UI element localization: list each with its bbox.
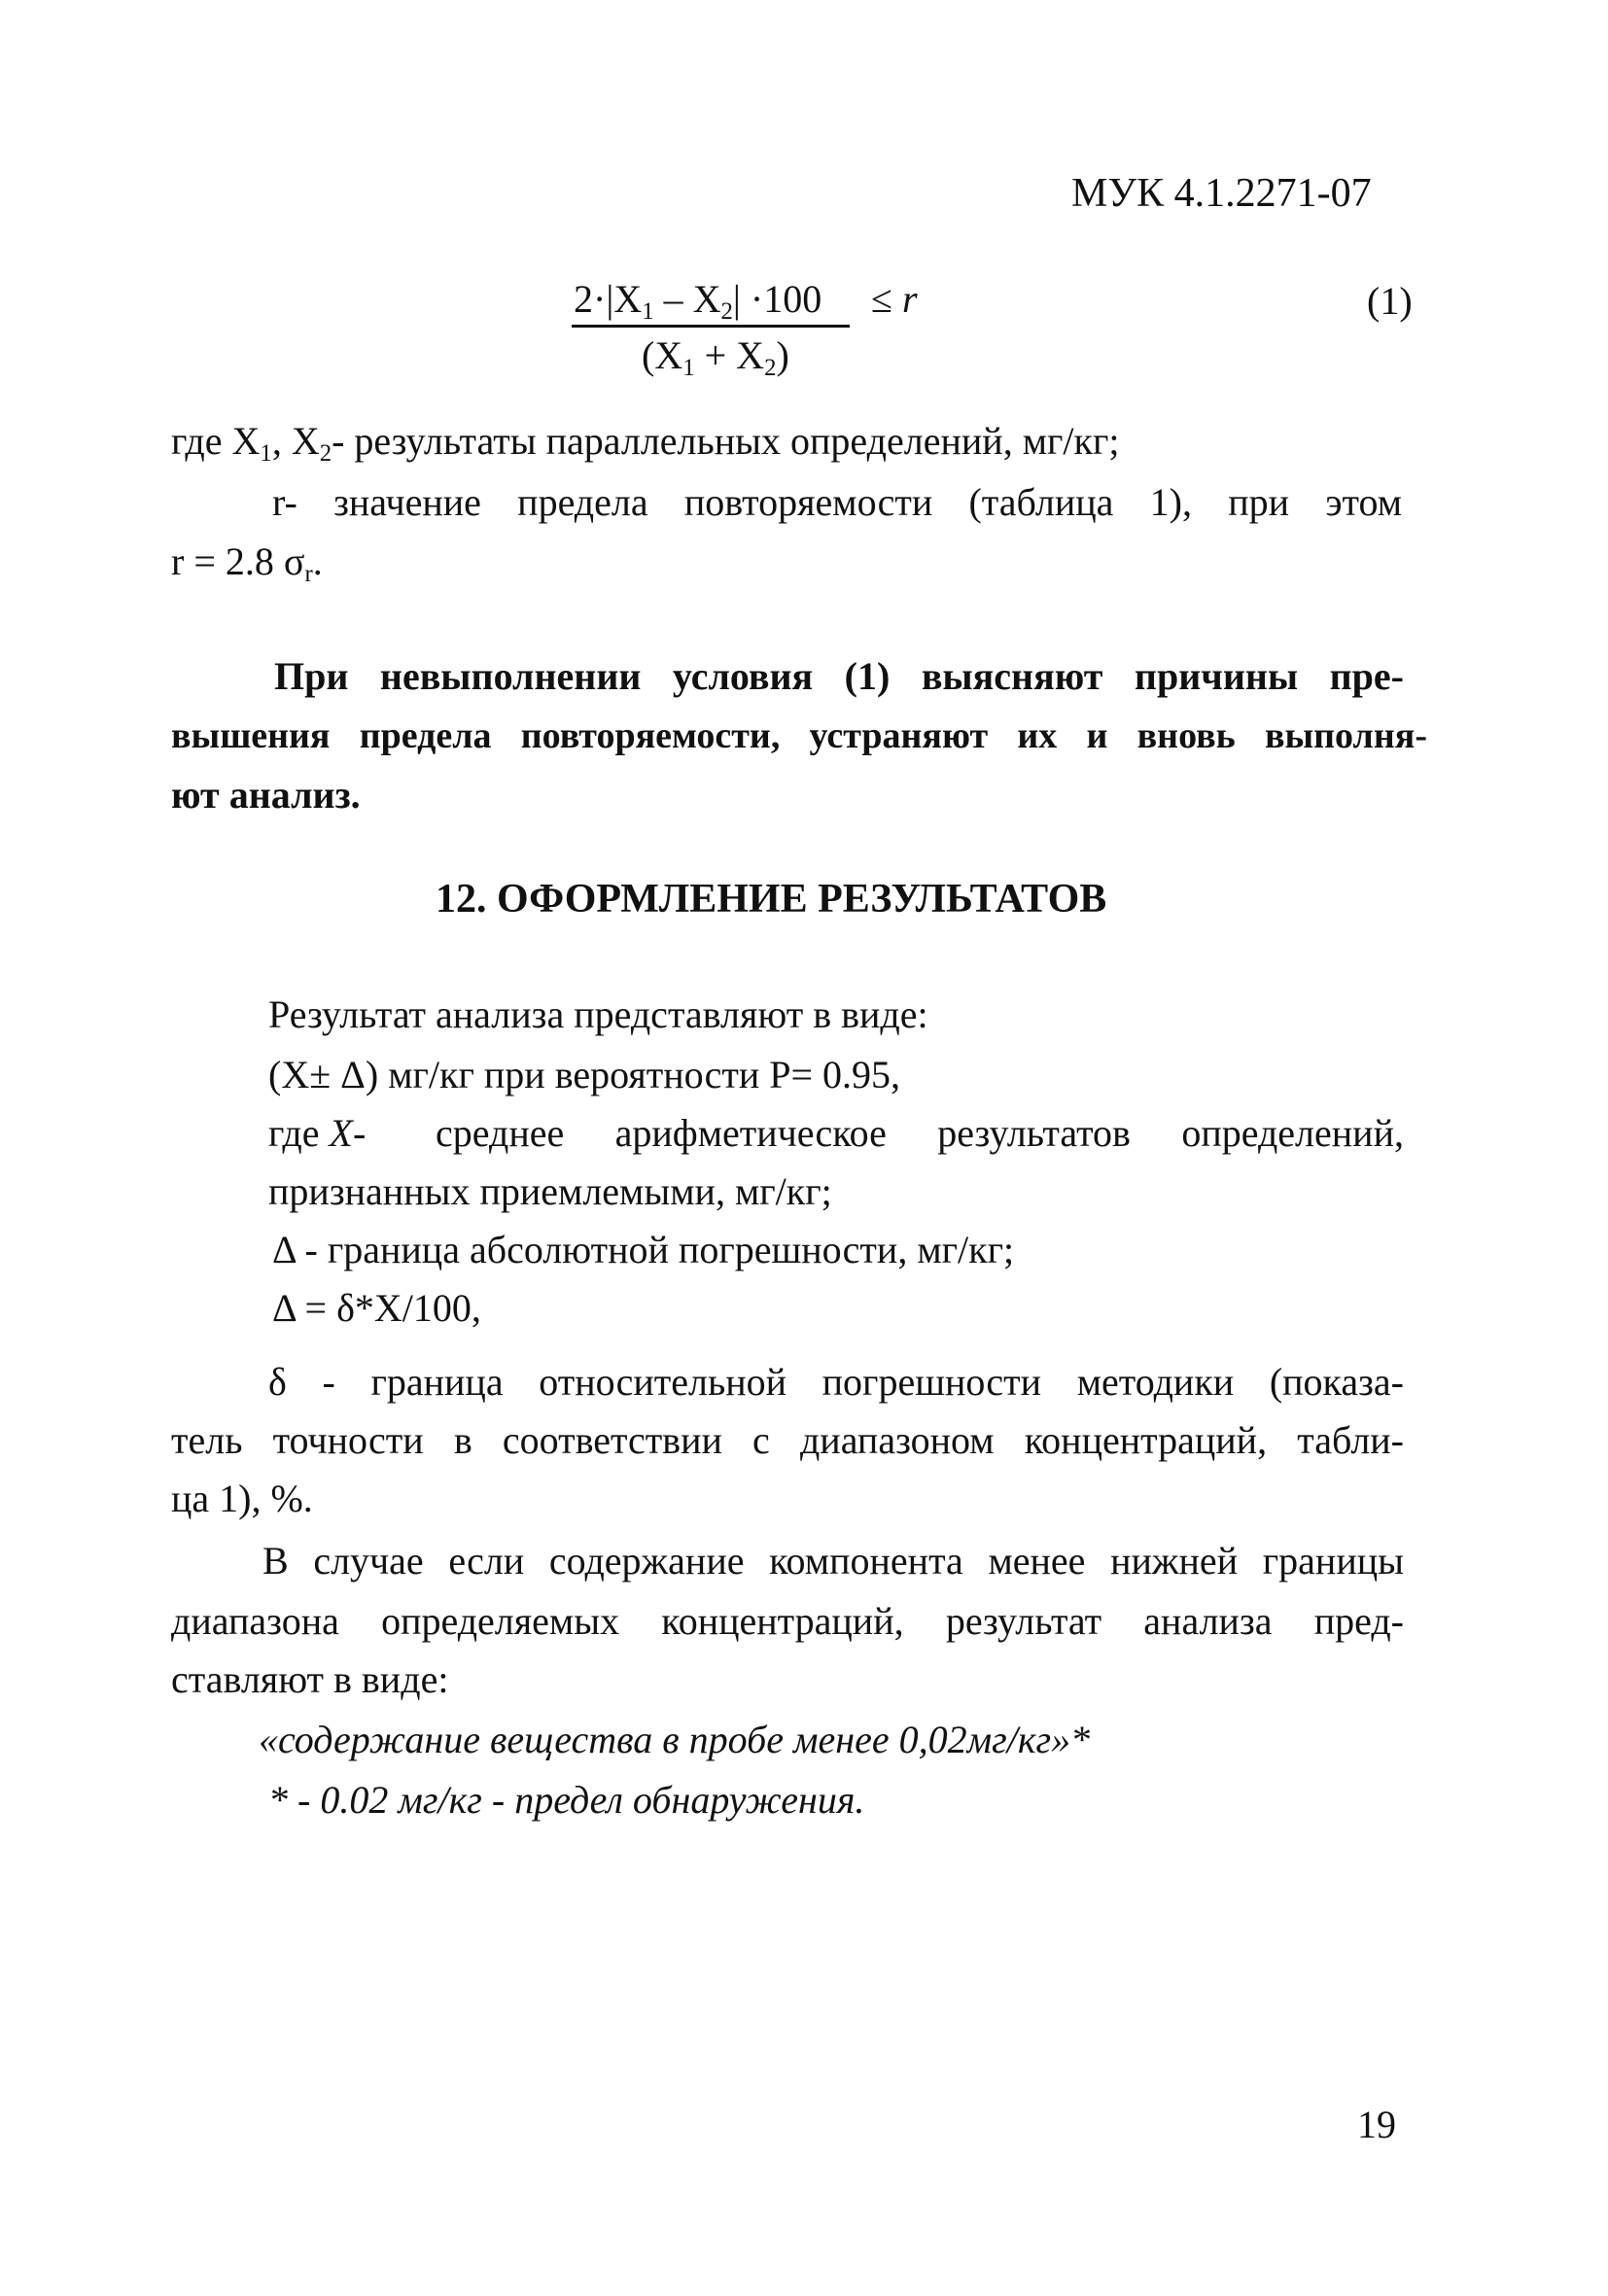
results-text: где bbox=[268, 1111, 330, 1155]
formula-denominator bbox=[642, 333, 789, 381]
results-line-4: признанных приемлемыми, мг/кг; bbox=[268, 1169, 832, 1213]
formula-subscript: 1 bbox=[642, 297, 654, 325]
definition-subscript: 1 bbox=[260, 439, 272, 467]
definition-text: r = 2.8 σ bbox=[171, 539, 305, 583]
delta-paragraph-line-2: тель точности в соответствии с диапазоном концентраций, табли- bbox=[171, 1418, 1404, 1462]
bold-paragraph-line-2: вышения предела повторяемости, устраняют их и вновь выполня- bbox=[171, 715, 1427, 756]
document-code: МУК 4.1.2271-07 bbox=[1071, 171, 1372, 216]
formula-numerator-part: 2·|X bbox=[574, 277, 643, 321]
formula-subscript: 2 bbox=[720, 297, 733, 325]
lower-paragraph-line-3: ставляют в виде: bbox=[171, 1657, 449, 1701]
definition-line-1 bbox=[171, 419, 1120, 467]
definition-subscript: r bbox=[304, 560, 313, 587]
results-line-5: Δ - граница абсолютной погрешности, мг/кг; bbox=[272, 1228, 1015, 1271]
results-line-1: Результат анализа представляют в виде: bbox=[268, 992, 928, 1036]
results-variable: X- bbox=[329, 1111, 367, 1155]
less-equal-sign: ≤ bbox=[871, 277, 902, 321]
bold-paragraph-line-1: При невыполнении условия (1) выясняют причины пре- bbox=[274, 654, 1404, 698]
definition-subscript: 2 bbox=[319, 439, 332, 467]
result-quote: «содержание вещества в пробе менее 0,02мг/кг»* bbox=[259, 1718, 1091, 1761]
page-number: 19 bbox=[1357, 2103, 1396, 2146]
results-line-2: (X± Δ) мг/кг при вероятности P= 0.95, bbox=[268, 1053, 901, 1096]
formula-denominator-part: + X bbox=[694, 333, 765, 377]
footnote: * - 0.02 мг/кг - предел обнаружения. bbox=[268, 1778, 865, 1822]
results-line-3 bbox=[268, 1111, 367, 1155]
results-line-6: Δ = δ*X/100, bbox=[272, 1286, 481, 1330]
definition-text: - результаты параллельных определений, мг/кг; bbox=[332, 419, 1120, 463]
formula-numerator bbox=[574, 277, 822, 325]
formula-denominator-part: ) bbox=[776, 333, 789, 377]
definition-line-2: r- значение предела повторяемости (таблица 1), при этом bbox=[272, 480, 1402, 524]
formula-r-var: r bbox=[901, 277, 918, 321]
results-line-3-rest: среднее арифметическое результатов определений, bbox=[436, 1111, 1404, 1155]
formula-relation bbox=[871, 277, 918, 321]
formula-subscript: 1 bbox=[682, 354, 695, 381]
delta-paragraph-line-3: ца 1), %. bbox=[171, 1477, 313, 1520]
definition-text: , X bbox=[271, 419, 320, 463]
definition-line-3 bbox=[171, 539, 323, 587]
definition-text: . bbox=[312, 539, 323, 583]
lower-paragraph-line-1: В случае если содержание компонента менее нижней границы bbox=[262, 1539, 1404, 1583]
definition-text: где X bbox=[171, 419, 261, 463]
section-heading: 12. ОФОРМЛЕНИЕ РЕЗУЛЬТАТОВ bbox=[436, 877, 1107, 922]
bold-paragraph-line-3: ют анализ. bbox=[171, 773, 361, 817]
formula-numerator-part: – X bbox=[653, 277, 721, 321]
formula-numerator-part: | ·100 bbox=[732, 277, 822, 321]
fraction-bar bbox=[572, 325, 850, 328]
formula-number: (1) bbox=[1367, 279, 1413, 323]
formula-denominator-part: (X bbox=[642, 333, 683, 377]
delta-paragraph-line-1: δ - граница относительной погрешности методики (показа- bbox=[268, 1360, 1404, 1404]
formula-subscript: 2 bbox=[764, 354, 777, 381]
lower-paragraph-line-2: диапазона определяемых концентраций, результат анализа пред- bbox=[171, 1599, 1404, 1643]
